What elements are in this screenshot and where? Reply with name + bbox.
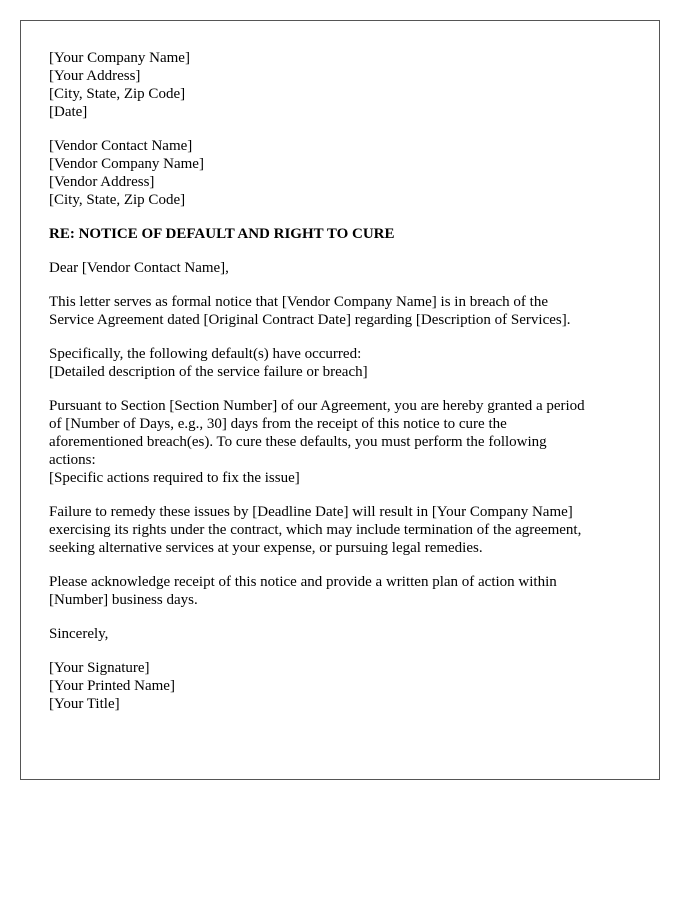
closing: Sincerely, <box>49 626 109 642</box>
paragraph-consequences <box>49 503 631 557</box>
paragraph-line: exercising its rights under the contract, which may include termination of the agreement, <box>49 522 582 538</box>
signer-title: [Your Title] <box>49 696 120 712</box>
recipient-address: [Vendor Address] <box>49 174 155 190</box>
paragraph-line: [Number] business days. <box>49 592 198 608</box>
signature-block <box>49 659 631 713</box>
recipient-block <box>49 137 631 209</box>
recipient-city-state-zip: [City, State, Zip Code] <box>49 192 186 208</box>
paragraph-line: aforementioned breach(es). To cure these defaults, you must perform the following <box>49 434 547 450</box>
paragraph-breach-notice <box>49 293 631 329</box>
salutation: Dear [Vendor Contact Name], <box>49 260 229 276</box>
paragraph-line: Failure to remedy these issues by [Deadline Date] will result in [Your Company Name] <box>49 504 573 520</box>
paragraph-line: Pursuant to Section [Section Number] of our Agreement, you are hereby granted a period <box>49 398 585 414</box>
sender-company: [Your Company Name] <box>49 50 190 66</box>
letter-page <box>20 20 660 780</box>
recipient-company: [Vendor Company Name] <box>49 156 204 172</box>
paragraph-line: This letter serves as formal notice that [Vendor Company Name] is in breach of the <box>49 294 549 310</box>
paragraph-line: [Specific actions required to fix the issue] <box>49 470 300 486</box>
paragraph-acknowledge <box>49 573 631 609</box>
sender-city-state-zip: [City, State, Zip Code] <box>49 86 186 102</box>
paragraph-line: actions: <box>49 452 96 468</box>
letter-date: [Date] <box>49 104 88 120</box>
signature-placeholder: [Your Signature] <box>49 660 150 676</box>
paragraph-cure-period <box>49 397 631 487</box>
recipient-contact-name: [Vendor Contact Name] <box>49 138 193 154</box>
paragraph-line: seeking alternative services at your expense, or pursuing legal remedies. <box>49 540 483 556</box>
sender-block <box>49 49 631 121</box>
paragraph-line: Service Agreement dated [Original Contract Date] regarding [Description of Services]. <box>49 312 571 328</box>
paragraph-line: Specifically, the following default(s) have occurred: <box>49 346 362 362</box>
paragraph-defaults <box>49 345 631 381</box>
paragraph-line: [Detailed description of the service failure or breach] <box>49 364 368 380</box>
printed-name: [Your Printed Name] <box>49 678 175 694</box>
paragraph-line: Please acknowledge receipt of this notice and provide a written plan of action within <box>49 574 557 590</box>
paragraph-line: of [Number of Days, e.g., 30] days from the receipt of this notice to cure the <box>49 416 507 432</box>
sender-address: [Your Address] <box>49 68 141 84</box>
subject-line: RE: NOTICE OF DEFAULT AND RIGHT TO CURE <box>49 226 395 242</box>
